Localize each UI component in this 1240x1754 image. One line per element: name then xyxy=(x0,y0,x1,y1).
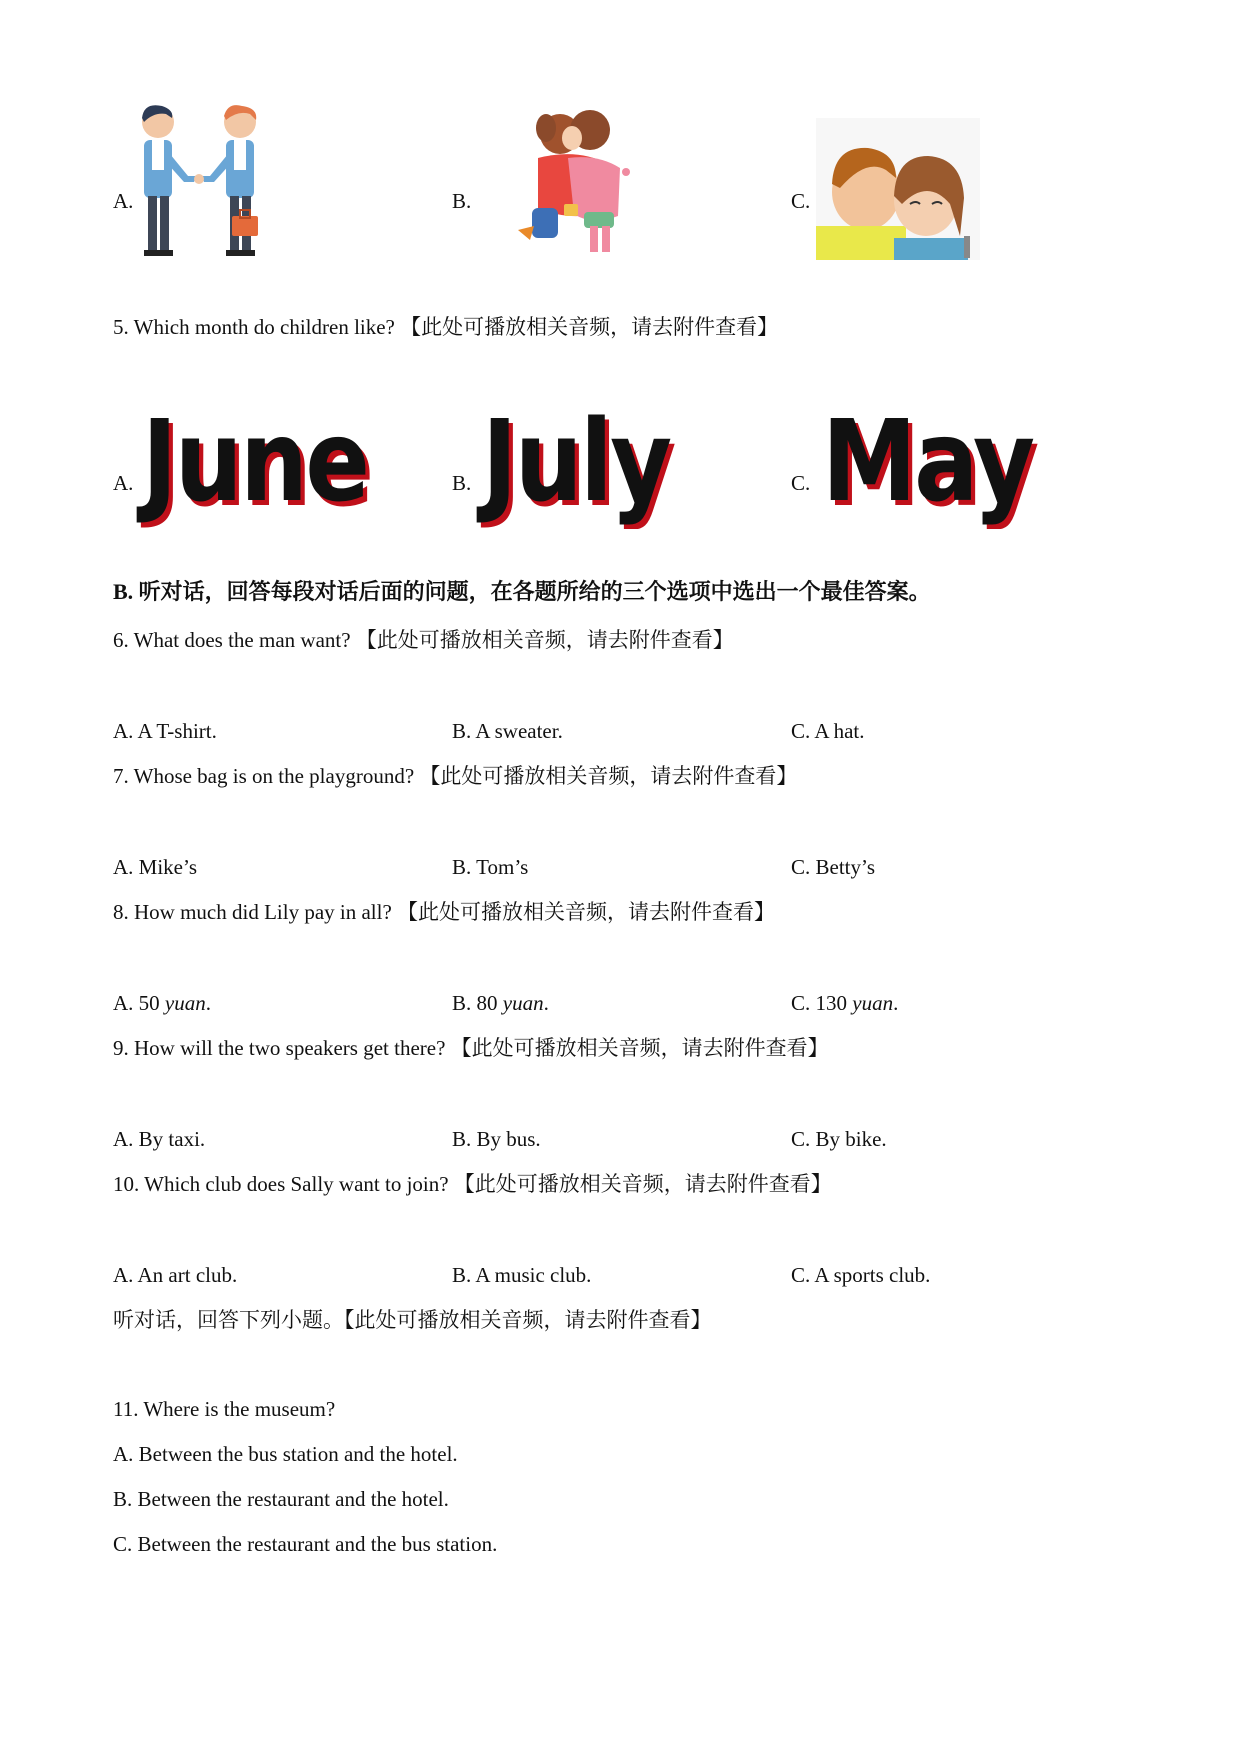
q9-question: 9. How will the two speakers get there? 【此处可播放相关音频，请去附件查看】 xyxy=(113,1036,829,1060)
q10-option-b: B. A music club. xyxy=(452,1263,592,1287)
q10-question: 10. Which club does Sally want to join? 【此处可播放相关音频，请去附件查看】 xyxy=(113,1172,832,1196)
kiss-illustration xyxy=(816,118,980,260)
q7-option-c: C. Betty’s xyxy=(791,855,876,879)
q10-option-a: A. An art club. xyxy=(113,1263,238,1287)
june-word-image: June xyxy=(142,397,368,527)
handshake-illustration xyxy=(136,104,266,262)
q6-option-a: A. A T-shirt. xyxy=(113,719,217,743)
q9-option-c: C. By bike. xyxy=(791,1127,887,1151)
q5-option-c-label: C. xyxy=(791,471,811,495)
q6-question: 6. What does the man want? 【此处可播放相关音频，请去附件查看】 xyxy=(113,628,734,652)
q11-option-c: C. Between the restaurant and the bus station. xyxy=(113,1532,498,1556)
july-word-image: July xyxy=(482,397,670,527)
q6-option-c: C. A hat. xyxy=(791,719,865,743)
q10-option-c: C. A sports club. xyxy=(791,1263,931,1287)
q5-option-a-label: A. xyxy=(113,471,134,495)
may-word-image: May xyxy=(822,397,1033,527)
q5-question: 5. Which month do children like? 【此处可播放相关音频，请去附件查看】 xyxy=(113,315,779,339)
listen-instruction: 听对话，回答下列小题。【此处可播放相关音频，请去附件查看】 xyxy=(113,1308,712,1332)
q6-option-b: B. A sweater. xyxy=(452,719,563,743)
q8-option-a: A. 50 yuan. xyxy=(113,991,211,1015)
q9-option-a: A. By taxi. xyxy=(113,1127,206,1151)
q5-option-b-label: B. xyxy=(452,471,472,495)
section-b-heading: B. 听对话，回答每段对话后面的问题，在各题所给的三个选项中选出一个最佳答案。 xyxy=(113,579,931,604)
q11-question: 11. Where is the museum? xyxy=(113,1397,336,1421)
q11-option-a: A. Between the bus station and the hotel. xyxy=(113,1442,458,1466)
q8-question: 8. How much did Lily pay in all? 【此处可播放相关音频，请去附件查看】 xyxy=(113,900,776,924)
q8-option-b: B. 80 yuan. xyxy=(452,991,549,1015)
q8-option-c: C. 130 yuan. xyxy=(791,991,899,1015)
q7-option-b: B. Tom’s xyxy=(452,855,529,879)
q4-option-c-label: C. xyxy=(791,189,811,213)
q11-option-b: B. Between the restaurant and the hotel. xyxy=(113,1487,449,1511)
q7-option-a: A. Mike’s xyxy=(113,855,197,879)
q9-option-b: B. By bus. xyxy=(452,1127,541,1151)
q7-question: 7. Whose bag is on the playground? 【此处可播放相关音频，请去附件查看】 xyxy=(113,764,798,788)
q4-option-b-label: B. xyxy=(452,189,472,213)
hug-illustration xyxy=(508,108,642,260)
q4-option-a-label: A. xyxy=(113,189,134,213)
